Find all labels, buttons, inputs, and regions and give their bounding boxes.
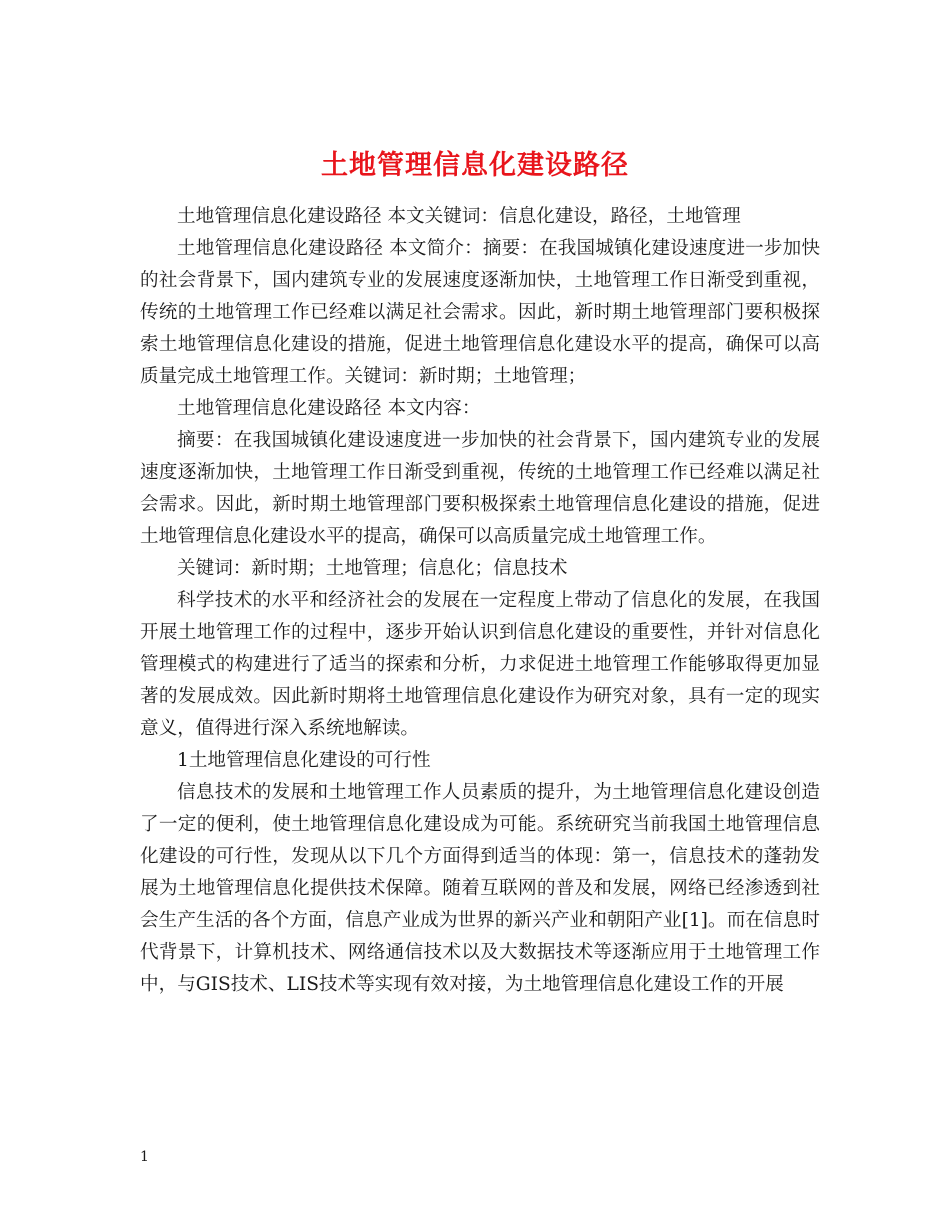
document-title: 土地管理信息化建设路径 (321, 150, 629, 182)
paragraph-keywords-line: 土地管理信息化建设路径 本文关键词：信息化建设，路径，土地管理 (177, 206, 741, 227)
paragraph-content-heading: 土地管理信息化建设路径 本文内容： (177, 398, 481, 419)
section-heading-feasibility: 1土地管理信息化建设的可行性 (177, 750, 431, 771)
page-number: 1 (140, 1149, 149, 1165)
paragraph-abstract: 摘要：在我国城镇化建设速度进一步加快的社会背景下，国内建筑专业的发展速度逐渐加快，土地管理工作日渐受到重视，传统的土地管理工作已经难以满足社会需求。因此，新时期土地管理部门要积极探索土地管理信息化建设的措施，促进土地管理信息化建设水平的提高，确保可以高质量完成土地管理工作。 (140, 430, 820, 547)
document-body (140, 201, 820, 1001)
paragraph-feasibility: 信息技术的发展和土地管理工作人员素质的提升，为土地管理信息化建设创造了一定的便利，使土地管理信息化建设成为可能。系统研究当前我国土地管理信息化建设的可行性，发现从以下几个方面得到适当的体现：第一，信息技术的蓬勃发展为土地管理信息化提供技术保障。随着互联网的普及和发展，网络已经渗透到社会生产生活的各个方面，信息产业成为世界的新兴产业和朝阳产业[1]。而在信息时代背景下，计算机技术、网络通信技术以及大数据技术等逐渐应用于土地管理工作中，与GIS技术、LIS技术等实现有效对接，为土地管理信息化建设工作的开展 (140, 782, 820, 995)
paragraph-keywords: 关键词：新时期；土地管理；信息化；信息技术 (177, 558, 568, 579)
paragraph-intro-summary: 土地管理信息化建设路径 本文简介：摘要：在我国城镇化建设速度进一步加快的社会背景下，国内建筑专业的发展速度逐渐加快，土地管理工作日渐受到重视，传统的土地管理工作已经难以满足社会需求。因此，新时期土地管理部门要积极探索土地管理信息化建设的措施，促进土地管理信息化建设水平的提高，确保可以高质量完成土地管理工作。关键词：新时期；土地管理； (140, 238, 820, 387)
paragraph-introduction: 科学技术的水平和经济社会的发展在一定程度上带动了信息化的发展，在我国开展土地管理工作的过程中，逐步开始认识到信息化建设的重要性，并针对信息化管理模式的构建进行了适当的探索和分析，力求促进土地管理工作能够取得更加显著的发展成效。因此新时期将土地管理信息化建设作为研究对象，具有一定的现实意义，值得进行深入系统地解读。 (140, 590, 820, 739)
